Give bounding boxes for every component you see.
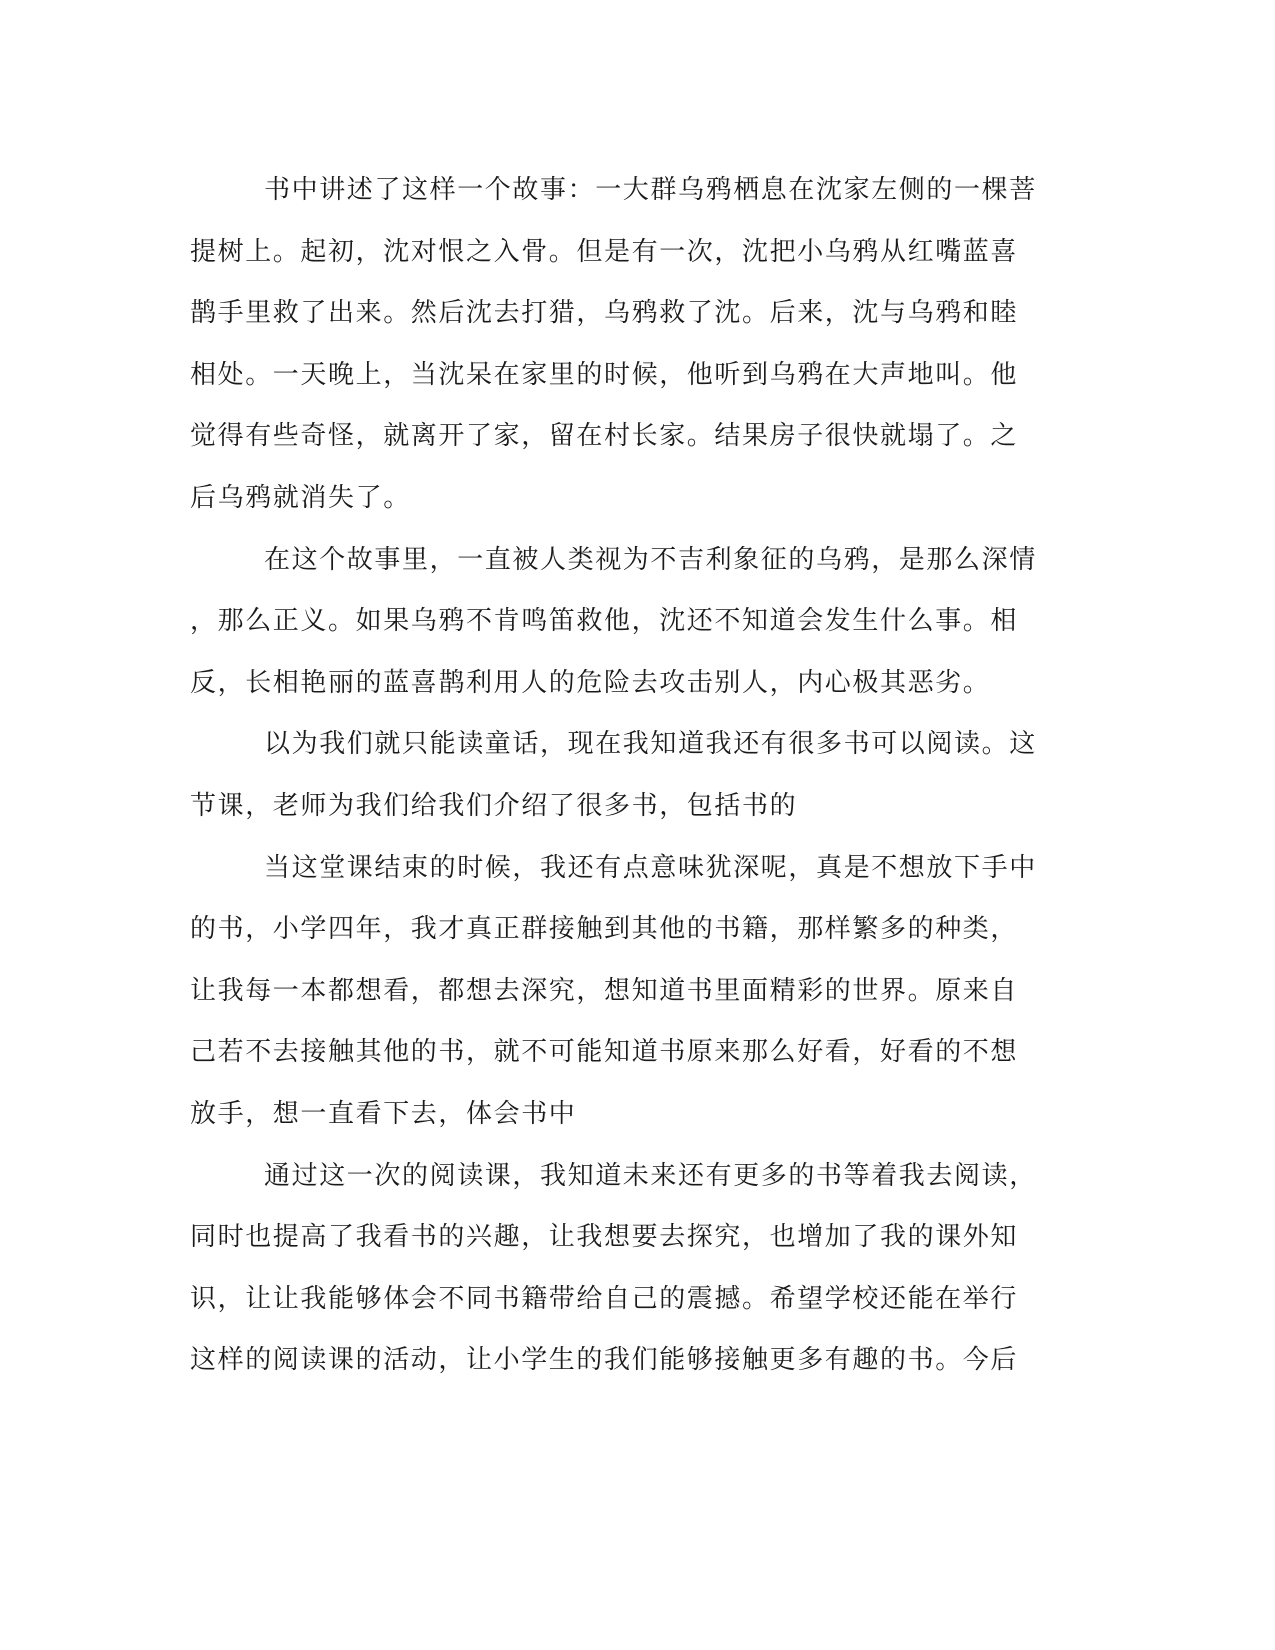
paragraph-1 <box>190 160 1070 530</box>
paragraph-5 <box>190 1146 1070 1392</box>
text-line: 觉得有些奇怪，就离开了家，留在村长家。结果房子很快就塌了。之 <box>190 421 1019 452</box>
text-line: 同时也提高了我看书的兴趣，让我想要去探究，也增加了我的课外知 <box>190 1222 1019 1253</box>
paragraph-2 <box>190 530 1070 715</box>
paragraph-4 <box>190 838 1070 1146</box>
text-line: 节课，老师为我们给我们介绍了很多书，包括书的 <box>190 790 798 821</box>
text-line: ，那么正义。如果乌鸦不肯鸣笛救他，沈还不知道会发生什么事。相 <box>190 606 1019 637</box>
text-line: 鹊手里救了出来。然后沈去打猎，乌鸦救了沈。后来，沈与乌鸦和睦 <box>190 298 1019 329</box>
text-line: 提树上。起初，沈对恨之入骨。但是有一次，沈把小乌鸦从红嘴蓝喜 <box>190 236 1019 267</box>
text-line: 己若不去接触其他的书，就不可能知道书原来那么好看，好看的不想 <box>190 1037 1019 1068</box>
text-line: 书中讲述了这样一个故事：一大群乌鸦栖息在沈家左侧的一棵菩 <box>264 175 1037 205</box>
text-line: 的书，小学四年，我才真正群接触到其他的书籍，那样繁多的种类， <box>190 914 1019 945</box>
text-line: 识，让让我能够体会不同书籍带给自己的震撼。希望学校还能在举行 <box>190 1283 1019 1314</box>
text-line: 放手，想一直看下去，体会书中 <box>190 1098 577 1129</box>
text-line: 以为我们就只能读童话，现在我知道我还有很多书可以阅读。这 <box>264 729 1037 760</box>
text-line: 后乌鸦就消失了。 <box>190 482 411 513</box>
text-line: 当这堂课结束的时候，我还有点意味犹深呢，真是不想放下手中 <box>264 852 1037 883</box>
text-line: 这样的阅读课的活动，让小学生的我们能够接触更多有趣的书。今后 <box>190 1345 1019 1376</box>
text-line: 让我每一本都想看，都想去深究，想知道书里面精彩的世界。原来自 <box>190 975 1019 1006</box>
text-line: 通过这一次的阅读课，我知道未来还有更多的书等着我去阅读， <box>264 1160 1037 1191</box>
text-line: 反，长相艳丽的蓝喜鹊利用人的危险去攻击别人，内心极其恶劣。 <box>190 667 991 698</box>
body-text <box>190 160 1070 1392</box>
text-line: 在这个故事里，一直被人类视为不吉利象征的乌鸦，是那么深情 <box>264 544 1037 575</box>
paragraph-3 <box>190 714 1070 837</box>
text-line: 相处。一天晚上，当沈呆在家里的时候，他听到乌鸦在大声地叫。他 <box>190 359 1019 390</box>
